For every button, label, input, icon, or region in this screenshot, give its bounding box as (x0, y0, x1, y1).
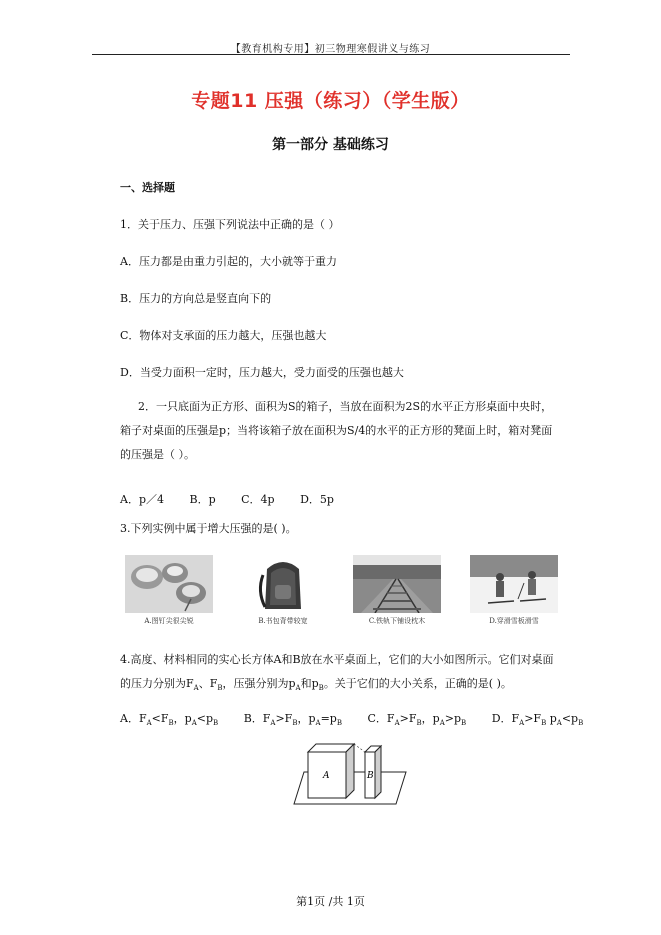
q4-stem-part2: 桌面的压力分别为F (120, 653, 554, 690)
q4-stem-part1: 4.高度、材料相同的实心长方体A和B放在水平桌面上，它们的大小如图所示。它们对 (120, 653, 532, 666)
block-b-label: B (367, 771, 374, 781)
page-header: 【教育机构专用】初三物理寒假讲义与练习 (230, 44, 431, 55)
q2-options (120, 491, 356, 507)
q2-option-c: C．4p (241, 493, 275, 506)
q4-option-d: D．$F_A>F_B$ $p_A<p_B$ (491, 712, 584, 728)
q4-sep-and: 和 (300, 677, 312, 690)
q4-sub-pa: A (295, 684, 301, 693)
q3-caption-d: D.穿滑雪板滑雪 (489, 617, 539, 625)
q4-stem (120, 648, 560, 700)
q4-F: F (209, 677, 218, 690)
q4-p: p (311, 677, 319, 690)
q3-photo-c (353, 555, 441, 626)
skiing-image (470, 555, 558, 613)
q4-sub-a: A (193, 684, 199, 693)
q3-stem: 3.下列实例中属于增大压强的是( )。 (120, 522, 297, 535)
q4-option-a: A．$F_A<F_B$，$p_A<p_B$ (120, 712, 219, 728)
document-title: 专题11 压强（练习）（学生版） (191, 90, 470, 112)
q4-blocks-diagram (290, 738, 410, 808)
q4-sub-b: B (217, 684, 223, 693)
header-divider (92, 54, 570, 55)
q3-photo-b (239, 555, 327, 626)
backpack-image (239, 555, 327, 613)
q1-option-c: C．物体对支承面的压力越大，压强也越大 (120, 329, 327, 342)
q4-option-c: C．$F_A>F_B$，$p_A>p_B$ (367, 712, 467, 728)
railway-image (353, 555, 441, 613)
q4-option-b: B．$F_A>F_B$，$p_A=p_B$ (243, 712, 343, 728)
q3-photo-d (470, 555, 558, 626)
q3-photo-a (125, 555, 213, 626)
q2-option-d: D．5p (300, 493, 334, 506)
page-footer: 第1页 /共 1页 (296, 895, 365, 908)
q2-option-b: B．p (189, 493, 216, 506)
thumbtack-image (125, 555, 213, 613)
q3-photo-row (125, 555, 561, 635)
q2-option-a: A．p／4 (120, 493, 164, 506)
q1-option-a: A．压力都是由重力引起的，大小就等于重力 (120, 255, 337, 268)
block-a-label: A (323, 771, 330, 781)
q4-stem-part4: 。关于它们的大小关系，正确的是( )。 (323, 677, 512, 690)
section-heading: 一、选择题 (120, 181, 175, 194)
block-b-side (375, 746, 381, 798)
q4-sub-pb: B (318, 684, 324, 693)
q3-caption-c: C.铁轨下铺设枕木 (368, 617, 426, 625)
q2-stem: 2．一只底面为正方形、面积为S的箱子，当放在面积为2S的水平正方形桌面中央时，箱子对桌面的压强是p；当将该箱子放在面积为S/4的水平的正方形的凳面上时，箱对凳面的压强是（ ）。 (120, 400, 553, 461)
q1-stem: 1．关于压力、压强下列说法中正确的是（ ） (120, 218, 340, 231)
q4-stem-part3: ，压强分别为p (222, 677, 296, 690)
q4-options (120, 710, 605, 727)
q1-option-b: B．压力的方向总是竖直向下的 (120, 292, 272, 305)
q1-option-d: D．当受力面积一定时，压力越大，受力面受的压强也越大 (120, 366, 404, 379)
q4-sep-comma: 、 (198, 677, 210, 690)
q3-caption-a: A.图钉尖很尖锐 (144, 617, 194, 625)
part-heading: 第一部分 基础练习 (272, 137, 389, 153)
q3-caption-b: B.书包背带较宽 (258, 617, 308, 625)
block-a-side (346, 744, 354, 798)
